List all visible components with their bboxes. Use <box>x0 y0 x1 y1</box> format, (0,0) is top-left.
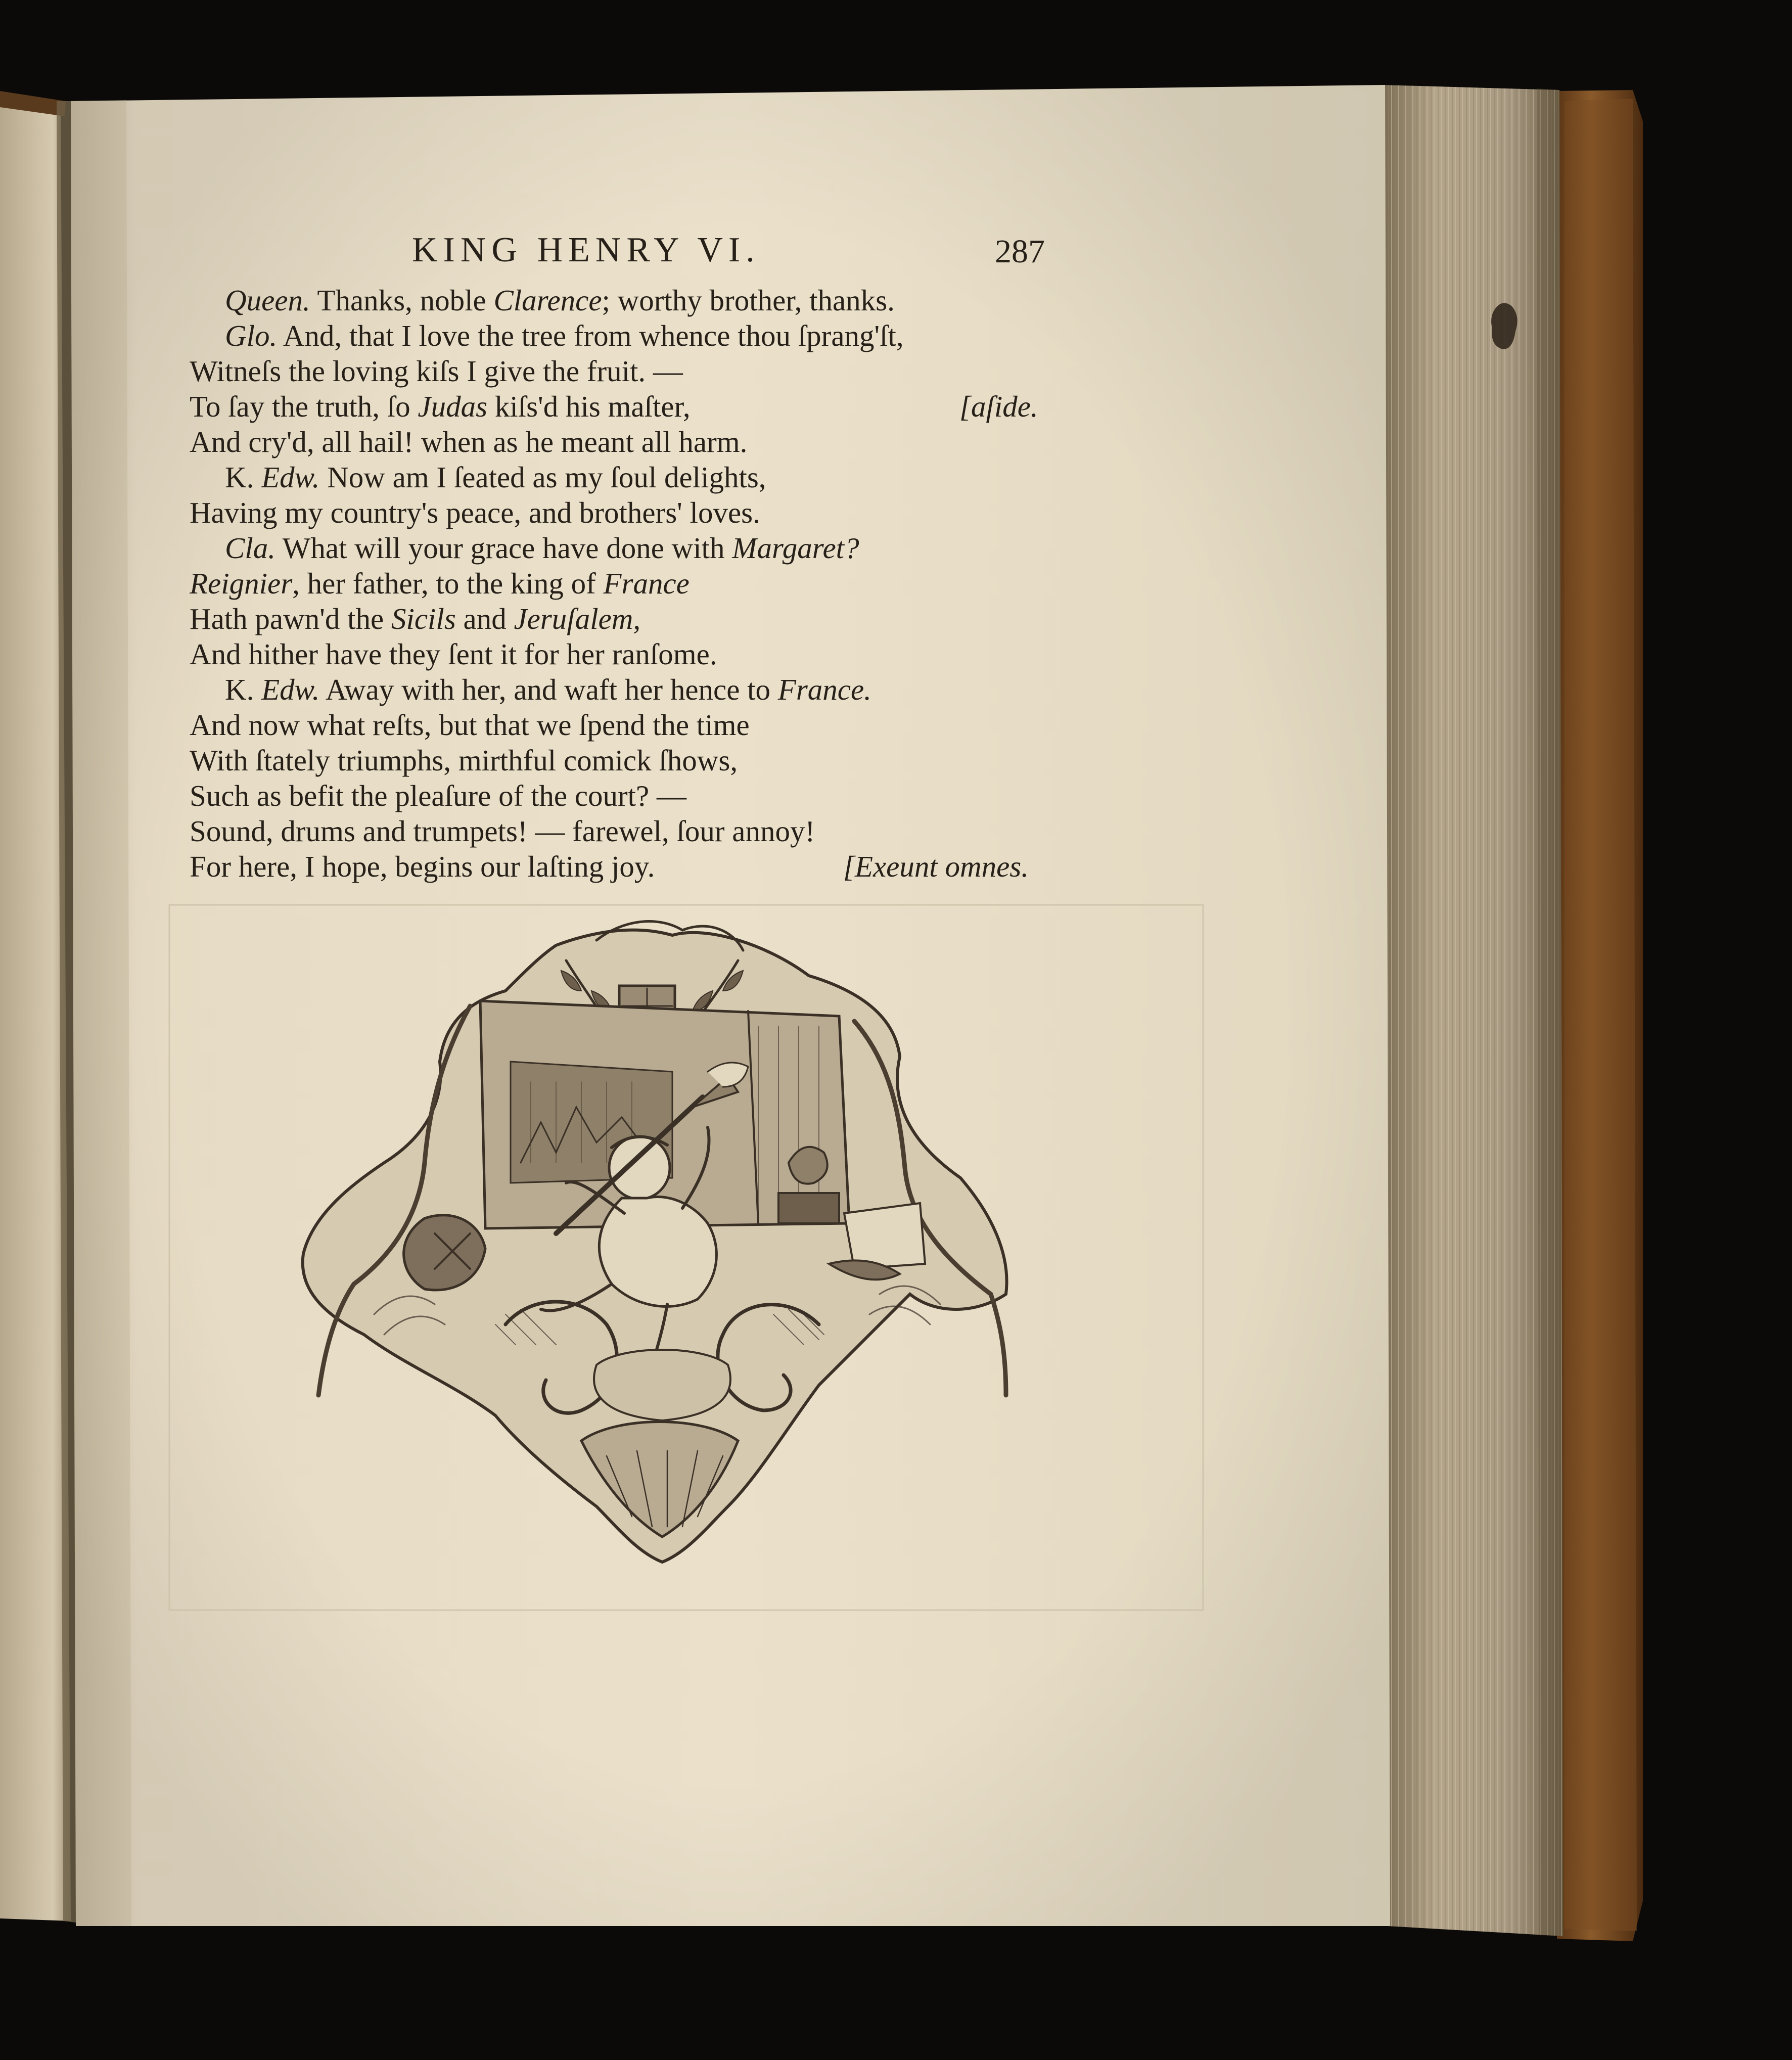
line-segment: France <box>603 567 690 600</box>
line-segment: kiſs'd his maſter, <box>487 390 691 423</box>
line-segment: Such as befit the pleaſure of the court? — <box>190 779 686 812</box>
line-segment: Having my country's peace, and brothers' loves. <box>190 496 760 529</box>
text-line <box>225 675 871 705</box>
line-segment: And hither have they ſent it for her ranſome. <box>190 637 717 671</box>
text-line <box>190 746 738 775</box>
text-line <box>225 463 766 492</box>
text-line <box>190 498 760 528</box>
text-line <box>190 604 640 634</box>
line-segment: Edw. <box>261 461 320 494</box>
text-line <box>190 569 690 599</box>
line-segment: For here, I hope, begins our laſting joy. <box>190 850 655 883</box>
stage-direction-exeunt: [Exeunt omnes. <box>843 850 1029 883</box>
text-line <box>225 321 904 351</box>
text-line <box>190 816 815 846</box>
stage-direction-aside: [aſide. <box>959 390 1038 423</box>
line-segment: Edw. <box>261 673 320 706</box>
line-segment: With ſtately triumphs, mirthful comick ſhows, <box>190 744 738 777</box>
text-line <box>190 427 747 457</box>
line-segment: Margaret? <box>732 531 859 565</box>
text-line <box>190 392 691 422</box>
line-segment: Sound, drums and trumpets! — farewel, ſour annoy! <box>190 814 815 848</box>
text-line <box>190 710 750 740</box>
line-segment: Clarence <box>493 284 602 317</box>
line-segment: What will your grace have done with <box>275 531 732 565</box>
page-number: 287 <box>995 233 1045 270</box>
line-segment: Cla. <box>225 531 275 565</box>
line-segment: And, that I love the tree from whence thou ſprang'ſt, <box>277 319 904 352</box>
line-segment: ; worthy brother, thanks. <box>602 284 895 317</box>
text-line <box>225 286 895 315</box>
text-line <box>190 639 717 669</box>
line-segment: Queen. <box>225 284 310 317</box>
line-segment: K. <box>225 673 262 706</box>
line-segment: To ſay the truth, ſo <box>190 390 418 423</box>
text-line <box>190 356 683 386</box>
line-segment: Thanks, noble <box>310 284 494 317</box>
line-segment: Away with her, and waft her hence to <box>319 673 778 706</box>
text-line <box>225 533 859 563</box>
line-segment: Now am I ſeated as my ſoul delights, <box>319 461 766 494</box>
line-segment: Jeruſalem, <box>514 602 641 635</box>
line-segment: Reignier <box>190 567 293 600</box>
line-segment: And now what reſts, but that we ſpend the time <box>190 708 750 742</box>
running-title: KING HENRY VI. <box>412 231 760 269</box>
line-segment: France. <box>777 673 871 706</box>
line-segment: Glo. <box>225 319 278 352</box>
line-segment: and <box>455 602 514 635</box>
line-segment: Hath pawn'd the <box>190 602 391 635</box>
text-line <box>190 852 655 882</box>
line-segment: K. <box>225 461 262 494</box>
line-segment: Judas <box>418 390 488 423</box>
line-segment: Witneſs the loving kiſs I give the fruit. — <box>190 354 683 388</box>
text-line <box>190 781 686 811</box>
line-segment: , her father, to the king of <box>292 567 604 600</box>
line-segment: And cry'd, all hail! when as he meant all harm. <box>190 425 748 459</box>
line-segment: Sicils <box>391 602 456 635</box>
